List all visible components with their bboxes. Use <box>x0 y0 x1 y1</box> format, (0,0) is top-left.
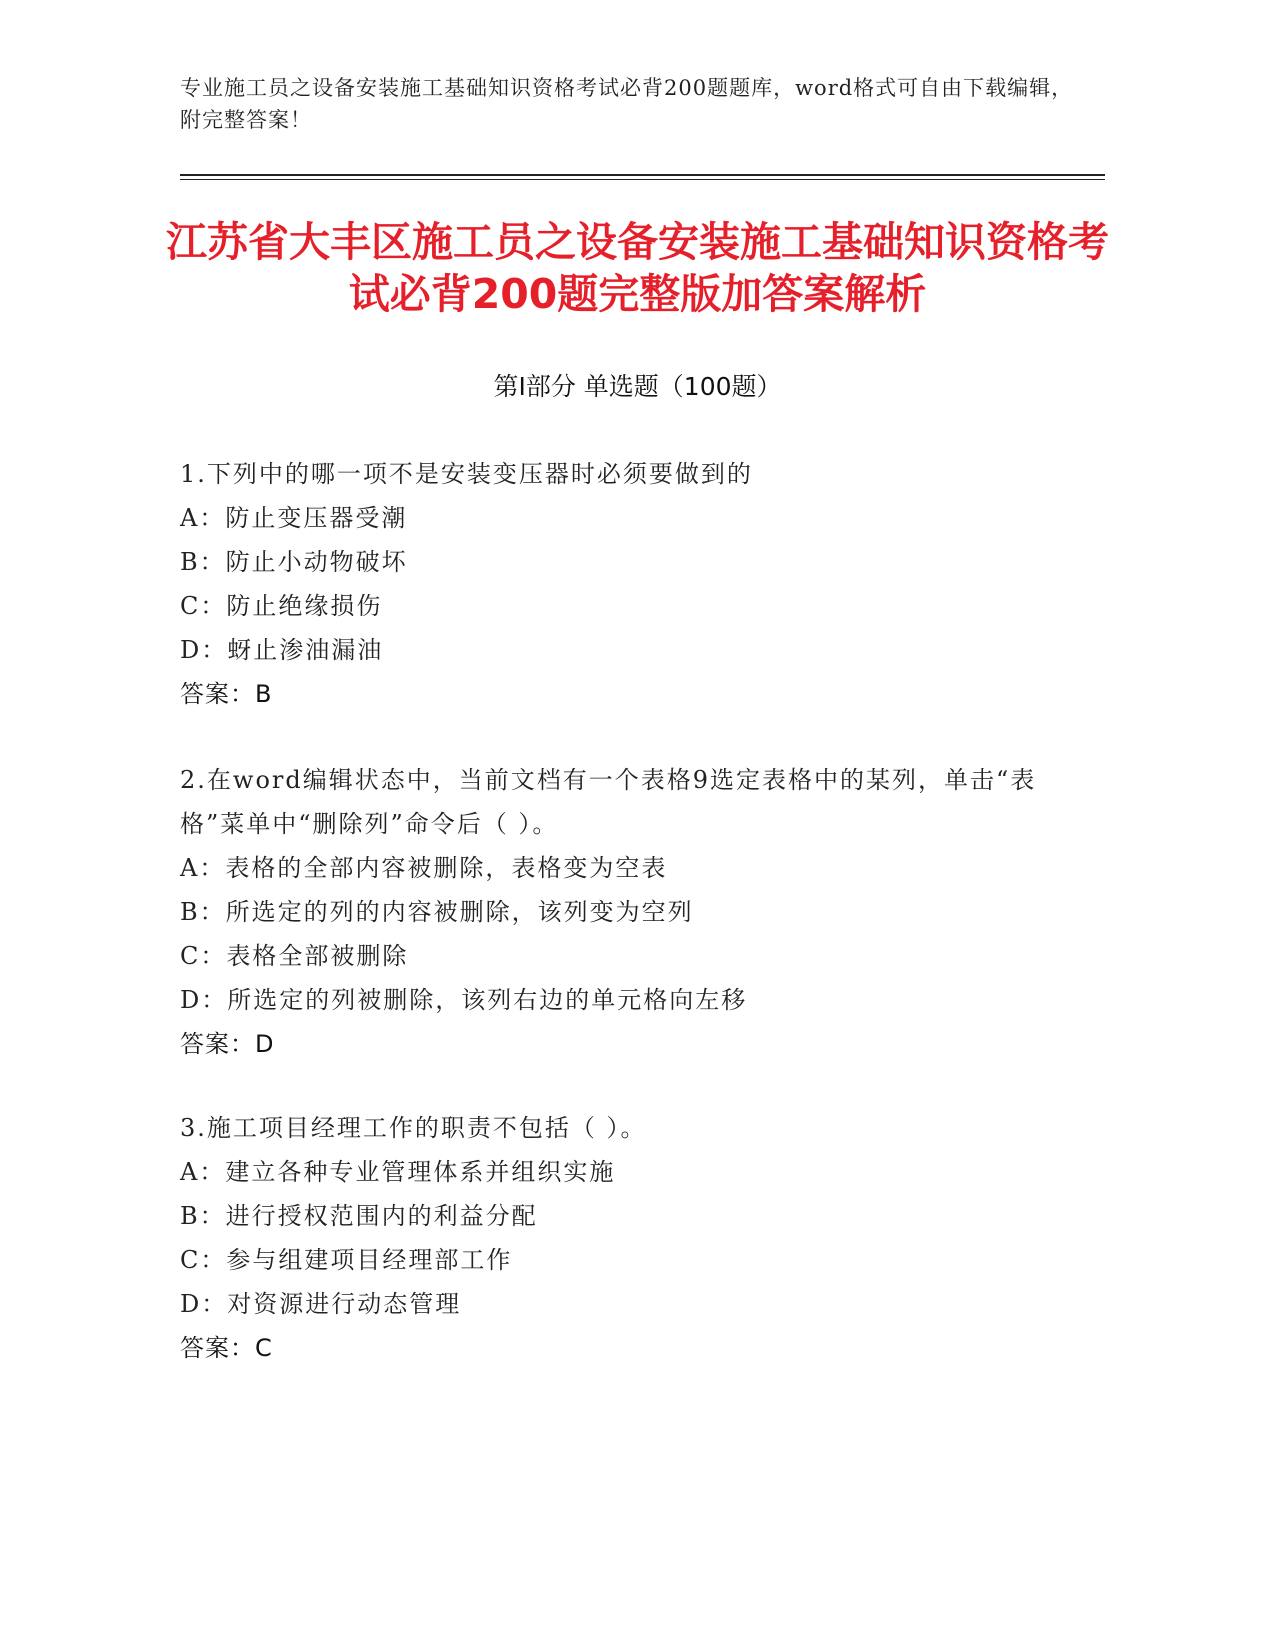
header-note: 专业施工员之设备安装施工基础知识资格考试必背200题题库，word格式可自由下载编辑，附完整答案！ <box>180 76 1074 132</box>
option-b: B：进行授权范围内的利益分配 <box>180 1202 538 1230</box>
option-b: B：防止小动物破坏 <box>180 548 408 576</box>
option-c: C：参与组建项目经理部工作 <box>180 1246 513 1274</box>
answer: 答案：D <box>180 1030 275 1058</box>
question-1 <box>180 452 1040 716</box>
option-d: D：对资源进行动态管理 <box>180 1290 462 1318</box>
option-a: A：表格的全部内容被删除，表格变为空表 <box>180 854 668 882</box>
question-2 <box>180 758 1040 1066</box>
option-b: B：所选定的列的内容被删除，该列变为空列 <box>180 898 694 926</box>
option-c: C：防止绝缘损伤 <box>180 592 383 620</box>
answer: 答案：C <box>180 1334 273 1362</box>
header-divider-thin <box>180 179 1105 180</box>
question-stem: 2.在word编辑状态中，当前文档有一个表格9选定表格中的某列，单击“表格”菜单中“删除列”命令后（ ）。 <box>180 766 1037 838</box>
option-c: C：表格全部被删除 <box>180 942 409 970</box>
header-divider-thick <box>180 174 1105 176</box>
option-d: D：蚜止渗油漏油 <box>180 636 384 664</box>
question-stem: 1.下列中的哪一项不是安装变压器时必须要做到的 <box>180 460 753 488</box>
question-3 <box>180 1106 1040 1370</box>
document-title: 江苏省大丰区施工员之设备安装施工基础知识资格考试必背200题完整版加答案解析 <box>166 218 1109 318</box>
option-d: D：所选定的列被删除，该列右边的单元格向左移 <box>180 986 748 1014</box>
option-a: A：建立各种专业管理体系并组织实施 <box>180 1158 616 1186</box>
question-stem: 3.施工项目经理工作的职责不包括（ ）。 <box>180 1114 647 1142</box>
section-heading: 第I部分 单选题（100题） <box>493 372 782 401</box>
option-a: A：防止变压器受潮 <box>180 504 408 532</box>
answer: 答案：B <box>180 680 273 708</box>
